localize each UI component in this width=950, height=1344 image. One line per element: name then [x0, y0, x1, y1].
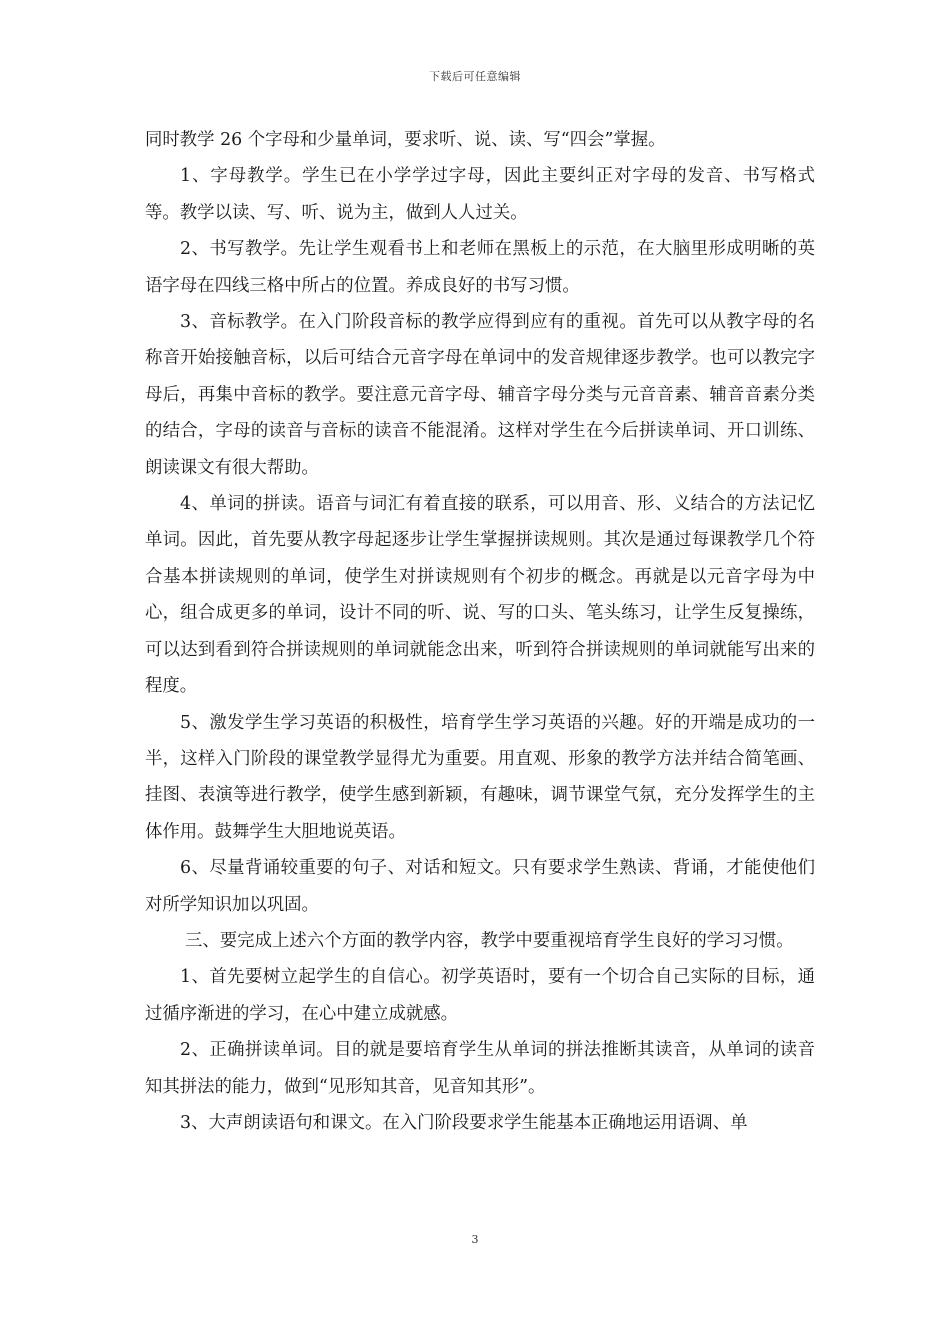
paragraph: 4、单词的拼读。语音与词汇有着直接的联系，可以用音、形、义结合的方法记忆单词。因此，首先要从教字母起逐步让学生掌握拼读规则。其次是通过每课教学几个符合基本拼读规则的单词，使学生对拼读规则有个初步的概念。再就是以元音字母为中心，组合成更多的单词，设计不同的听、说、写的口头、笔头练习，让学生反复操练，可以达到看到符合拼读规则的单词就能念出来，听到符合拼读规则的单词就能写出来的程度。: [145, 494, 815, 697]
paragraph: 1、字母教学。学生已在小学学过字母，因此主要纠正对字母的发音、书写格式等。教学以读、写、听、说为主，做到人人过关。: [145, 166, 815, 223]
paragraph: 3、大声朗读语句和课文。在入门阶段要求学生能基本正确地运用语调、单: [180, 1112, 748, 1133]
document-body: [145, 122, 815, 1141]
paragraph: 2、正确拼读单词。目的就是要培育学生从单词的拼法推断其读音，从单词的读音知其拼法的能力，做到“见形知其音，见音知其形”。: [145, 1040, 815, 1097]
section-heading-paragraph: 三、要完成上述六个方面的教学内容，教学中要重视培育学生良好的学习习惯。: [185, 930, 794, 951]
paragraph: 1、首先要树立起学生的自信心。初学英语时，要有一个切合自己实际的目标，通过循序渐进的学习，在心中建立成就感。: [145, 967, 815, 1024]
paragraph: 3、音标教学。在入门阶段音标的教学应得到应有的重视。首先可以从教字母的名称音开始接触音标，以后可结合元音字母在单词中的发音规律逐步教学。也可以教完字母后，再集中音标的教学。要注意元音字母、辅音字母分类与元音音素、辅音音素分类的结合，字母的读音与音标的读音不能混淆。这样对学生在今后拼读单词、开口训练、朗读课文有很大帮助。: [145, 312, 815, 478]
page-header: 下载后可任意编辑: [429, 70, 521, 83]
paragraph: 5、激发学生学习英语的积极性，培育学生学习英语的兴趣。好的开端是成功的一半，这样入门阶段的课堂教学显得尤为重要。用直观、形象的教学方法并结合简笔画、挂图、表演等进行教学，使学生感到新颖，有趣味，调节课堂气氛，充分发挥学生的主体作用。鼓舞学生大胆地说英语。: [145, 712, 815, 842]
paragraph: 同时教学 26 个字母和少量单词，要求听、说、读、写“四会”掌握。: [145, 130, 666, 150]
paragraph: 2、书写教学。先让学生观看书上和老师在黑板上的示范，在大脑里形成明晰的英语字母在四线三格中所占的位置。养成良好的书写习惯。: [145, 239, 815, 296]
paragraph: 6、尽量背诵较重要的句子、对话和短文。只有要求学生熟读、背诵，才能使他们对所学知识加以巩固。: [145, 858, 815, 915]
page-number: 3: [471, 1233, 479, 1246]
